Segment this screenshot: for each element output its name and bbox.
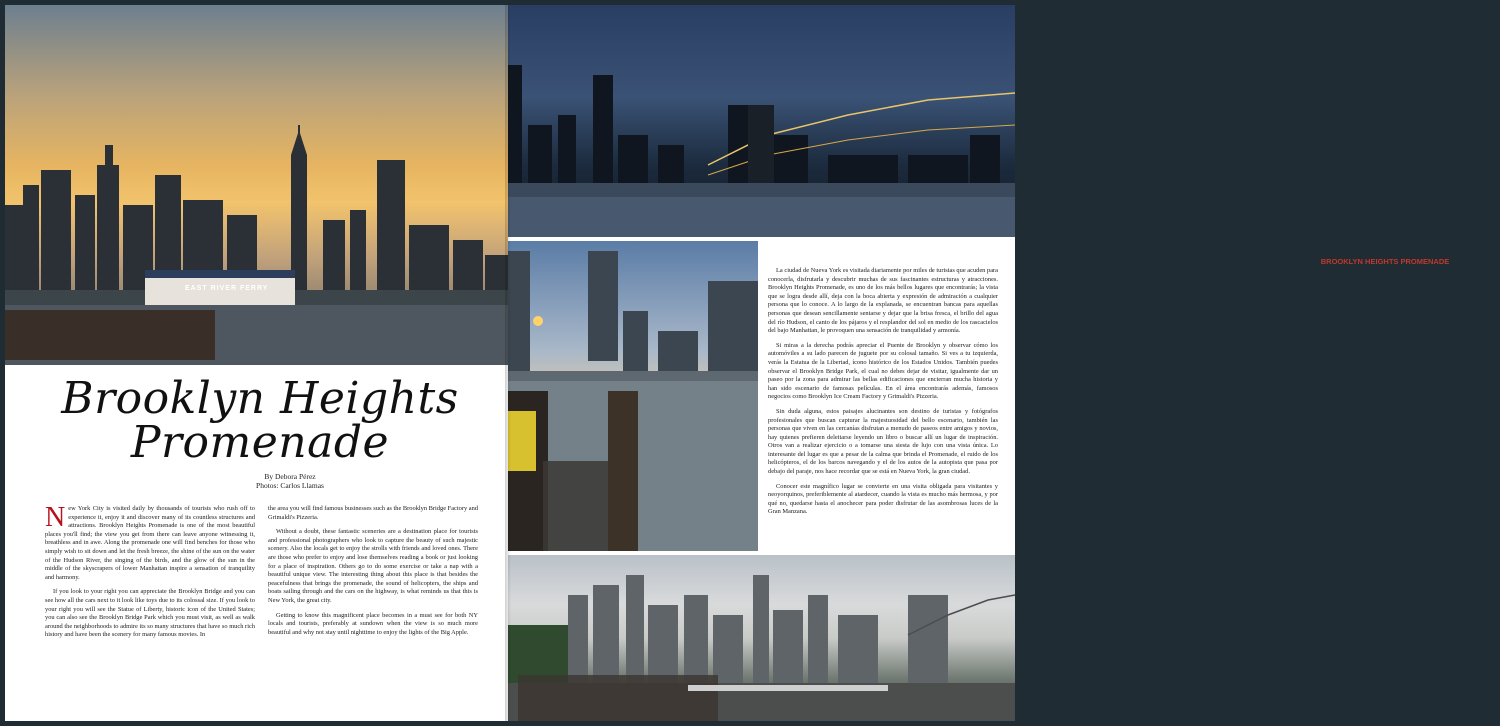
photo-manhattan-sunset [5,5,508,365]
photo-brooklyn-bridge-night [508,5,1015,237]
promenade-graphic [508,241,758,551]
crowd-graphic [508,555,1015,721]
section-heading: BROOKLYN HEIGHTS PROMENADE [1320,257,1450,266]
left-column-2 [268,505,478,643]
byline [215,472,365,490]
byline-photos: Photos: Carlos Llamas [256,481,324,490]
skyline-sunset-graphic [5,5,508,365]
magazine-spread [5,5,1450,721]
left-col1-paragraph-1: New York City is visited daily by thousands of tourists who rush off to experience it, enjoy it and discover many of its countless structures and attractions. Brooklyn Heights Promenade is one of the most beautiful places you'll find; the view you get from there can leave anyone witnessing it, breathless and in awe. Along the promenade one will find benches for those who simply wish to sit down and let the fresh breeze, the shine of the sun on the water of the Hudson River, the singing of the birds, and the glow of the sun in the middle of the skyscrapers of lower Manhattan inspire a sensation of tranquility and harmony. [45,502,255,581]
ferry-sign: EAST RIVER FERRY [185,285,269,292]
left-column-1 [45,502,255,646]
left-col1-paragraph-2: If you look to your right you can appreciate the Brooklyn Bridge and you can see how all the cars next to it look like toys due to its colossal size. If you look to your right you will see the Statue of Liberty, historic icon of the United States; you can also see the Brooklyn Bridge Park which you must visit, as well as walk around the neighborhoods to admire its so many structures that have so much rich history and have been the scenery for many famous movies. In [45,588,255,639]
right-col-paragraph-3: Sin duda alguna, estos paisajes alucinantes son destino de turistas y fotógrafos profesionales que buscan capturar la majestuosidad del bello escenario, también las personas que viven en las cercanías disfrutan a menudo de paseos entre amigos y novios, hay quienes prefieren deleitarse leyendo un libro o buscar allí un lugar de inspiración. Otros van a realizar ejercicio o a tomarse una siesta de lujo con una vista única. Lo interesante del lugar es que a pesar de la calma que brinda el Promenade, el ruido de los helicópteros, el de los barcos navegando y el de los autos de la autopista que pasa por debajo del paraje, nos hace recordar que se está en Nueva York, la gran ciudad. [768,407,998,476]
right-col-paragraph-2: Si miras a la derecha podrás apreciar el Puente de Brooklyn y observar cómo los automóviles a su lado parecen de juguete por su colosal tamaño. Si ves a tu izquierda, verás la Estatua de la Libertad, ícono histórico de los Estados Unidos. También puedes observar el Brooklyn Bridge Park, el cual no debes dejar de visitar, igualmente dar un paseo por la zona para admirar las bellas edificaciones que encierran mucha historia y han sido escenario de famosas películas. En el área encontrarás además, famosos negocios como Brooklyn Ice Cream Factory y Grimaldi's Pizzeria. [768,341,998,401]
right-page [508,5,1450,721]
title-line-2: Promenade [130,417,390,468]
article-title [45,373,475,468]
title-line-1: Brooklyn Heights [61,373,459,424]
skyline-night-graphic [508,5,1015,237]
right-col-paragraph-1: La ciudad de Nueva York es visitada diariamente por miles de turistas que acuden para conocerla, disfrutarla y descubrir muchas de sus fascinantes estructuras y atracciones. Brooklyn Heights Promenade, es uno de los más bellos lugares que encontrarás; la vista que se logra desde allí, deja con la boca abierta y expresión de admiración a cualquier persona que lo conoce. A lo largo de la explanada, se encuentran bancas para aquellas personas que desean sencillamente sentarse y dejar que la brisa fresca, el brillo del agua del río Hudson, el canto de los pájaros y el resplandor del sol en medio de los rascacielos del bajo Manhattan, le provoquen una sensación de tranquilidad y armonía. [768,267,998,335]
photo-promenade-dusk [508,241,758,551]
right-column [768,267,998,523]
left-col2-paragraph-1: the area you will find famous businesses such as the Brooklyn Bridge Factory and Grimaldi's Pizzeria. [268,505,478,521]
left-col2-paragraph-2: Without a doubt, these fantastic sceneries are a destination place for tourists and professional photographers who look to capture the beauty of such majestic scenery. Also the locals get to enjoy the strolls with friends and loved ones. There are those who prefer to enjoy and lose themselves reading a book or just looking for a place of inspiration. Others go to do some exercise or take a nap with a beautiful unique view. The interesting thing about this place is that besides the peacefulness that brings the promenade, the sound of helicopters, the ships and boats sailing through and the cars on the highway, is what reminds us that this is New York, the great city. [268,528,478,604]
photo-promenade-crowd [508,555,1015,721]
left-page [5,5,508,721]
left-col2-paragraph-3: Getting to know this magnificent place becomes in a must see for both NY locals and tourists, preferably at sundown when the view is so much more beautiful and why not stay until nighttime to enjoy the lights of the Big Apple. [268,611,478,636]
byline-author: By Debora Pérez [264,472,316,481]
page-gutter [505,5,511,721]
right-col-paragraph-4: Conocer este magnífico lugar se convierte en una visita obligada para visitantes y neoyorquinos, preferiblemente al atardecer, cuando la vista es mucho más hermosa, y por qué no, quedarse hasta el anochecer para poder disfrutar de las asombrosas luces de la Gran Manzana. [768,482,998,516]
drop-cap: N [45,502,66,533]
